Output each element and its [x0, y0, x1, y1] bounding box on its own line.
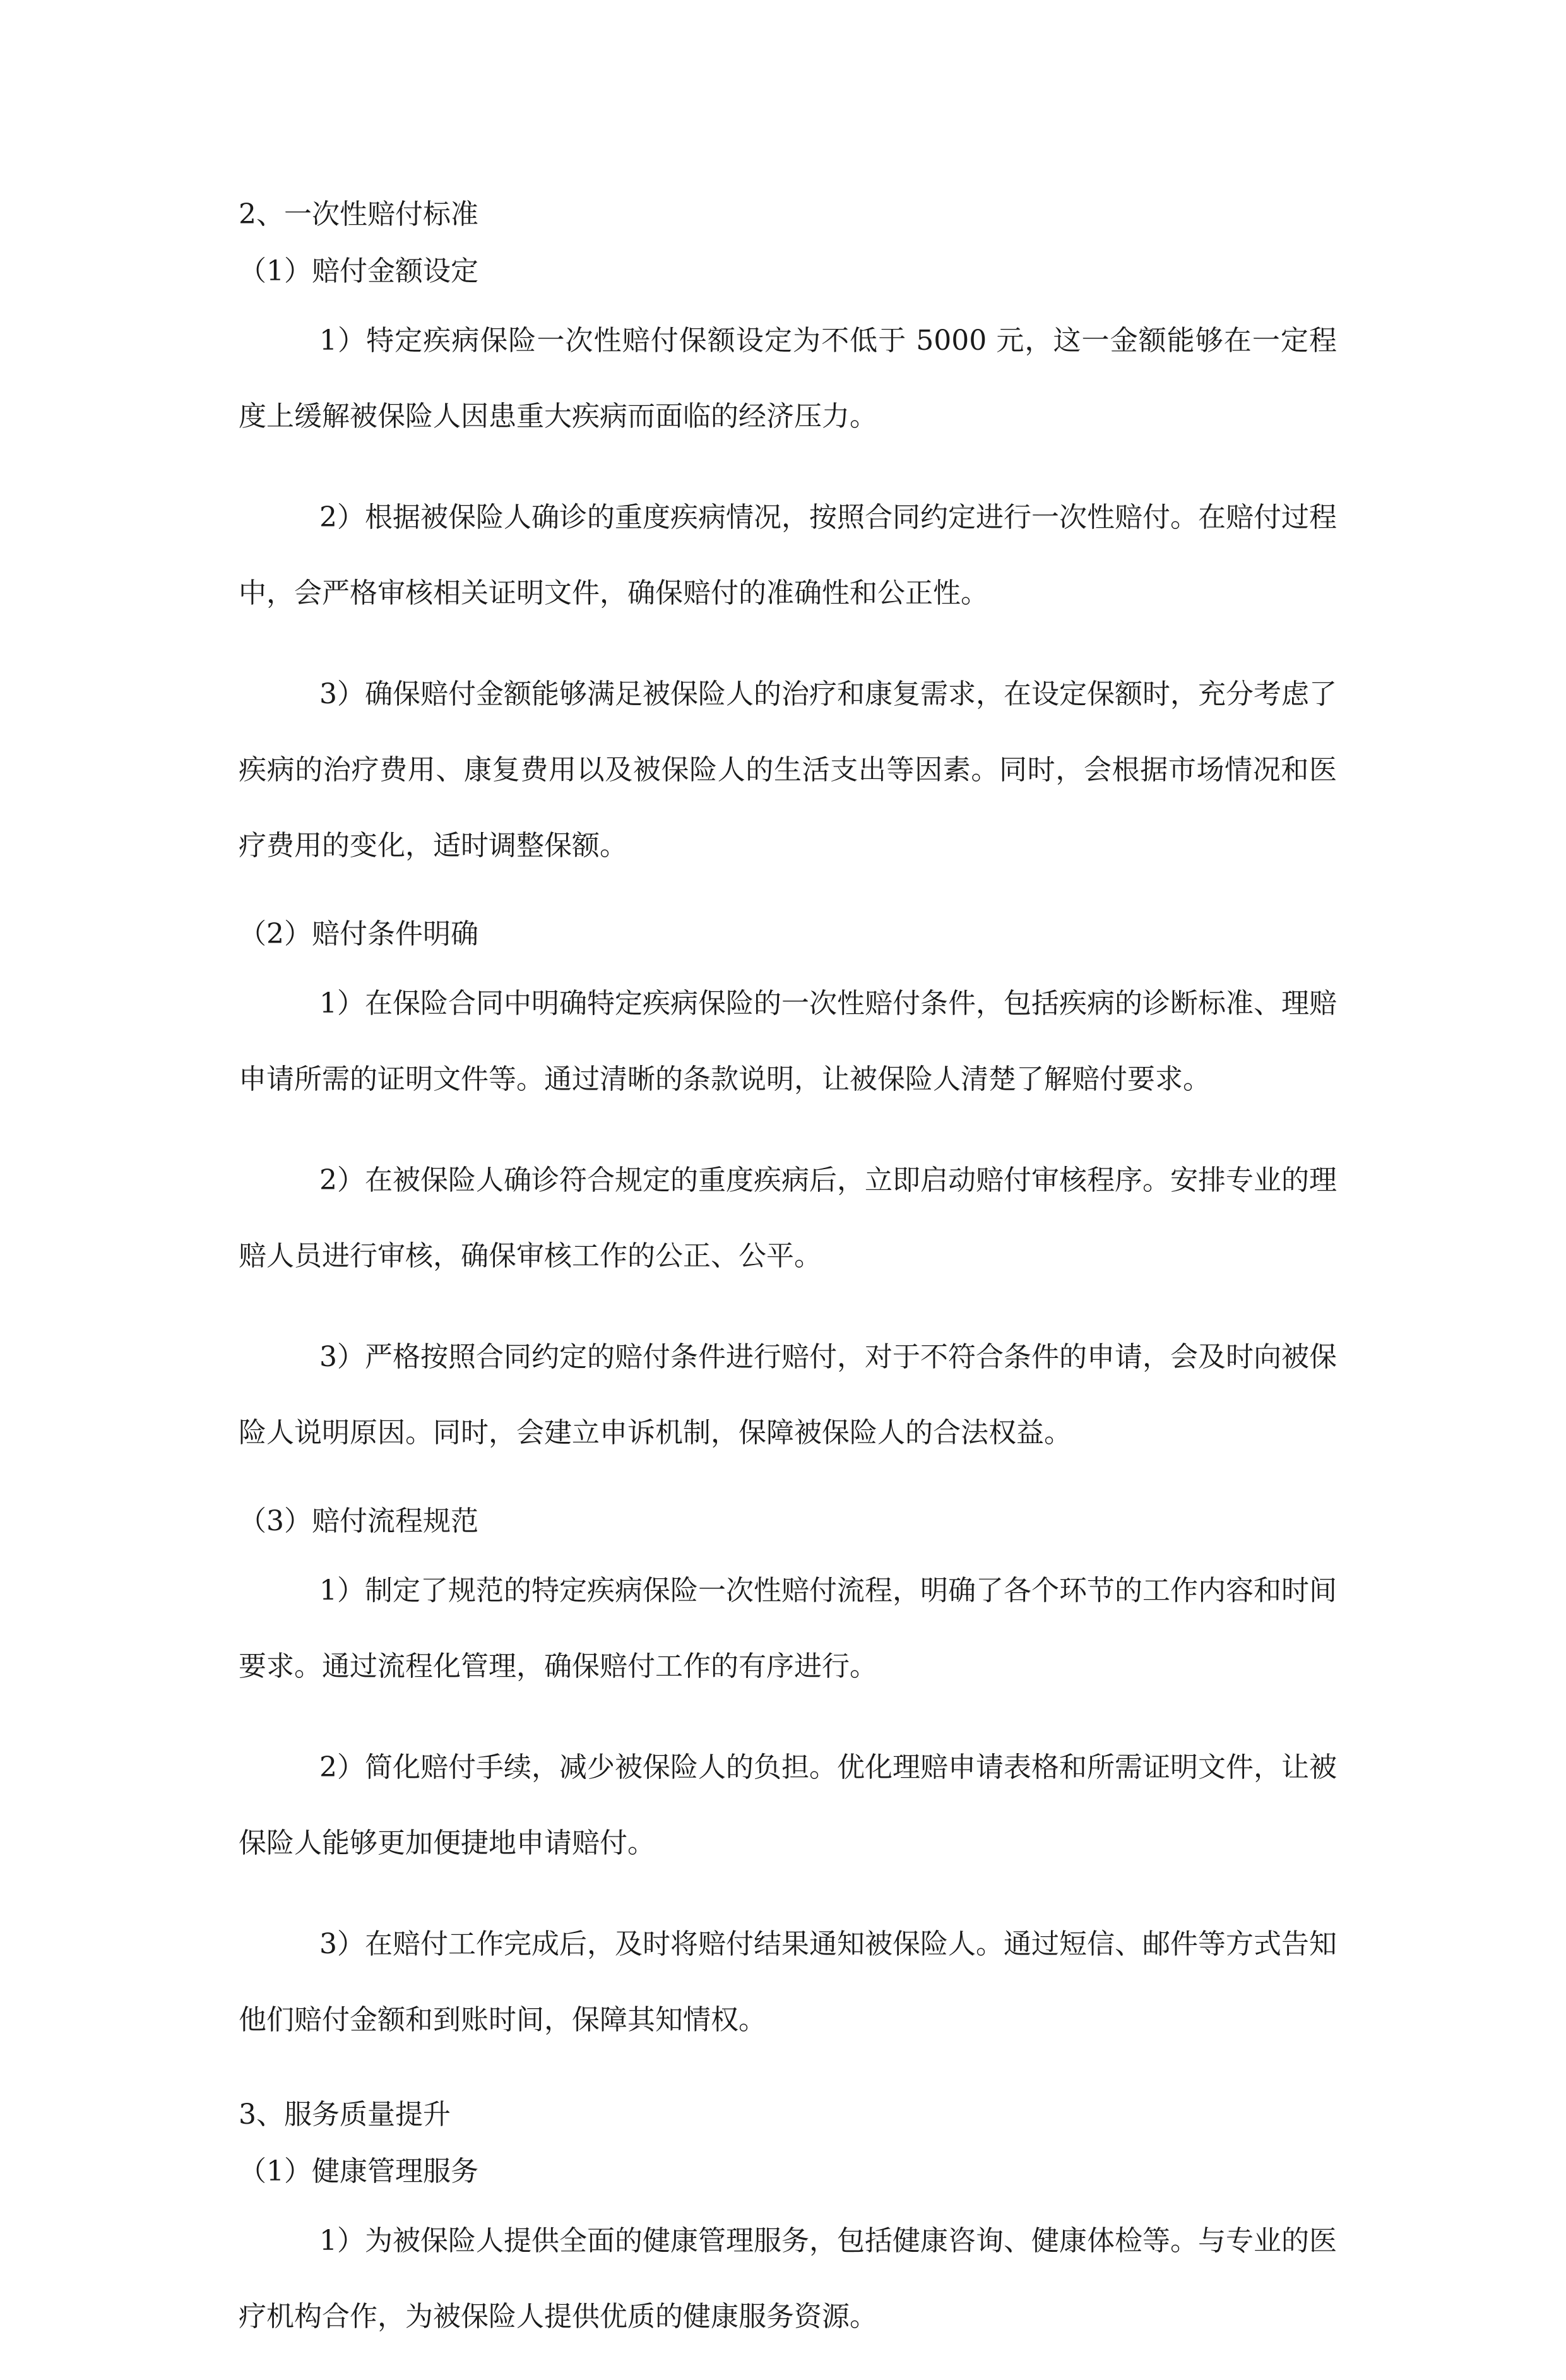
paragraph: 1）制定了规范的特定疾病保险一次性赔付流程，明确了各个环节的工作内容和时间要求。通过流程化管理，确保赔付工作的有序进行。	[239, 1574, 1337, 1682]
section-2	[239, 183, 1337, 2058]
paragraph: 3）严格按照合同约定的赔付条件进行赔付，对于不符合条件的申请，会及时向被保险人说明原因。同时，会建立申诉机制，保障被保险人的合法权益。	[239, 1341, 1337, 1449]
paragraph: 2）简化赔付手续，减少被保险人的负担。优化理赔申请表格和所需证明文件，让被保险人能够更加便捷地申请赔付。	[239, 1751, 1337, 1859]
subsection-3-1	[239, 2146, 1337, 2355]
paragraph: 2）在被保险人确诊符合规定的重度疾病后，立即启动赔付审核程序。安排专业的理赔人员进行审核，确保审核工作的公正、公平。	[239, 1164, 1337, 1272]
paragraph: 2）根据被保险人确诊的重度疾病情况，按照合同约定进行一次性赔付。在赔付过程中，会严格审核相关证明文件，确保赔付的准确性和公正性。	[239, 501, 1337, 609]
subsection-heading: （1）健康管理服务	[239, 2155, 478, 2187]
document-page	[239, 183, 1337, 2380]
subsection-2-3	[239, 1496, 1337, 2058]
subsection-heading: （1）赔付金额设定	[239, 255, 478, 287]
paragraph: 1）特定疾病保险一次性赔付保额设定为不低于 5000 元，这一金额能够在一定程度上缓解被保险人因患重大疾病而面临的经济压力。	[239, 324, 1337, 432]
subsection-heading: （2）赔付条件明确	[239, 918, 478, 950]
subsection-2-2	[239, 909, 1337, 1471]
section-heading: 3、服务质量提升	[239, 2098, 451, 2131]
paragraph: 3）在赔付工作完成后，及时将赔付结果通知被保险人。通过短信、邮件等方式告知他们赔付金额和到账时间，保障其知情权。	[239, 1928, 1337, 2036]
section-3	[239, 2083, 1337, 2355]
subsection-2-1	[239, 246, 1337, 884]
paragraph: 1）为被保险人提供全面的健康管理服务，包括健康咨询、健康体检等。与专业的医疗机构合作，为被保险人提供优质的健康服务资源。	[239, 2225, 1337, 2333]
paragraph: 1）在保险合同中明确特定疾病保险的一次性赔付条件，包括疾病的诊断标准、理赔申请所需的证明文件等。通过清晰的条款说明，让被保险人清楚了解赔付要求。	[239, 987, 1337, 1095]
section-heading: 2、一次性赔付标准	[239, 198, 478, 230]
subsection-heading: （3）赔付流程规范	[239, 1505, 478, 1537]
paragraph: 3）确保赔付金额能够满足被保险人的治疗和康复需求，在设定保额时，充分考虑了疾病的治疗费用、康复费用以及被保险人的生活支出等因素。同时，会根据市场情况和医疗费用的变化，适时调整保额。	[239, 678, 1337, 862]
